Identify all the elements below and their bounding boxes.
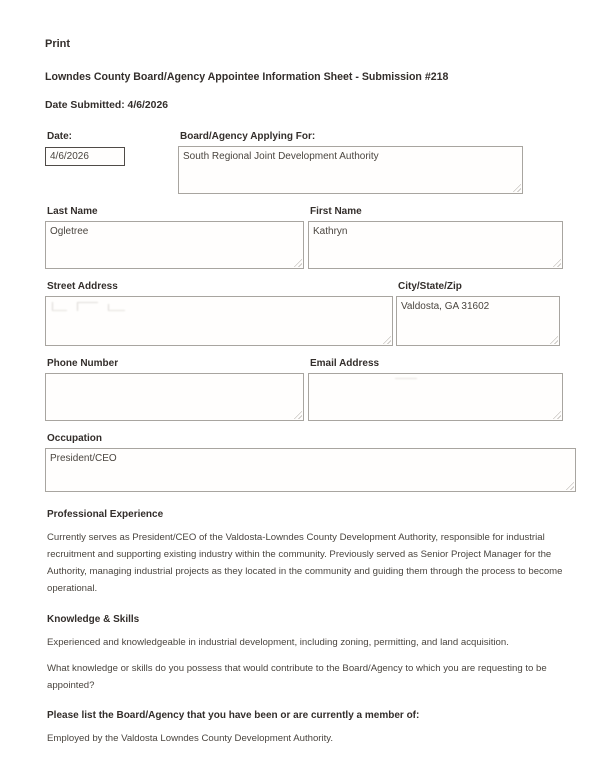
- date-input[interactable]: [45, 147, 125, 166]
- field-last-name: [45, 206, 304, 269]
- date-label: Date:: [47, 131, 73, 142]
- member-of-heading: Please list the Board/Agency that you have been or are currently a member of:: [47, 710, 420, 721]
- row-name: [45, 206, 576, 269]
- board-agency-value: South Regional Joint Development Authority: [183, 151, 379, 162]
- city-state-zip-textarea[interactable]: [396, 296, 560, 346]
- resize-grip-icon[interactable]: [512, 183, 521, 192]
- last-name-value: Ogletree: [50, 226, 89, 237]
- field-first-name: [308, 206, 563, 269]
- row-occupation: [45, 433, 576, 492]
- first-name-textarea[interactable]: [308, 221, 563, 269]
- row-address: [45, 281, 576, 346]
- street-address-label: Street Address: [47, 281, 118, 292]
- page-title: Lowndes County Board/Agency Appointee Information Sheet - Submission #218: [45, 71, 449, 83]
- field-street-address: [45, 281, 393, 346]
- city-state-zip-value: Valdosta, GA 31602: [401, 301, 490, 312]
- board-agency-textarea[interactable]: [178, 146, 523, 194]
- member-of-body: Employed by the Valdosta Lowndes County Development Authority.: [47, 733, 334, 744]
- street-address-textarea[interactable]: [45, 296, 393, 346]
- resize-grip-icon[interactable]: [293, 258, 302, 267]
- professional-experience-heading: Professional Experience: [47, 509, 164, 520]
- knowledge-skills-heading: Knowledge & Skills: [47, 614, 140, 625]
- row-date-board: [45, 131, 576, 194]
- occupation-label: Occupation: [47, 433, 103, 444]
- redacted-email-value: [395, 378, 417, 384]
- occupation-textarea[interactable]: [45, 448, 576, 492]
- print-button[interactable]: Print: [45, 38, 71, 50]
- resize-grip-icon[interactable]: [293, 410, 302, 419]
- city-state-zip-label: City/State/Zip: [398, 281, 462, 292]
- field-phone-number: [45, 358, 304, 421]
- professional-experience-body: Currently serves as President/CEO of the Valdosta-Lowndes County Development Authority, responsible for industrial recruitment and supporting existing industry within the community. Previously served as Senior Project Manager for the Authority, managing industrial projects as they located in the community and guiding them through the process to become operational.: [47, 532, 563, 594]
- field-email-address: [308, 358, 563, 421]
- resize-grip-icon[interactable]: [552, 410, 561, 419]
- resize-grip-icon[interactable]: [565, 481, 574, 490]
- knowledge-skills-body-2: What knowledge or skills do you possess that would contribute to the Board/Agency to which you are requesting to be appointed?: [47, 663, 547, 691]
- email-address-textarea[interactable]: [308, 373, 563, 421]
- first-name-label: First Name: [310, 206, 362, 217]
- field-board-agency: [178, 131, 523, 194]
- redacted-street-value: [52, 302, 125, 311]
- row-contact: [45, 358, 576, 421]
- resize-grip-icon[interactable]: [549, 335, 558, 344]
- resize-grip-icon[interactable]: [552, 258, 561, 267]
- knowledge-skills-body-1: Experienced and knowledgeable in industrial development, including zoning, permitting, and land acquisition.: [47, 637, 509, 648]
- phone-number-textarea[interactable]: [45, 373, 304, 421]
- occupation-value: President/CEO: [50, 453, 117, 464]
- first-name-value: Kathryn: [313, 226, 348, 237]
- phone-number-label: Phone Number: [47, 358, 119, 369]
- board-agency-label: Board/Agency Applying For:: [180, 131, 316, 142]
- field-occupation: [45, 433, 576, 492]
- last-name-label: Last Name: [47, 206, 98, 217]
- field-date: [45, 131, 178, 166]
- last-name-textarea[interactable]: [45, 221, 304, 269]
- resize-grip-icon[interactable]: [382, 335, 391, 344]
- field-city-state-zip: [396, 281, 560, 346]
- email-address-label: Email Address: [310, 358, 380, 369]
- date-submitted: Date Submitted: 4/6/2026: [45, 100, 168, 111]
